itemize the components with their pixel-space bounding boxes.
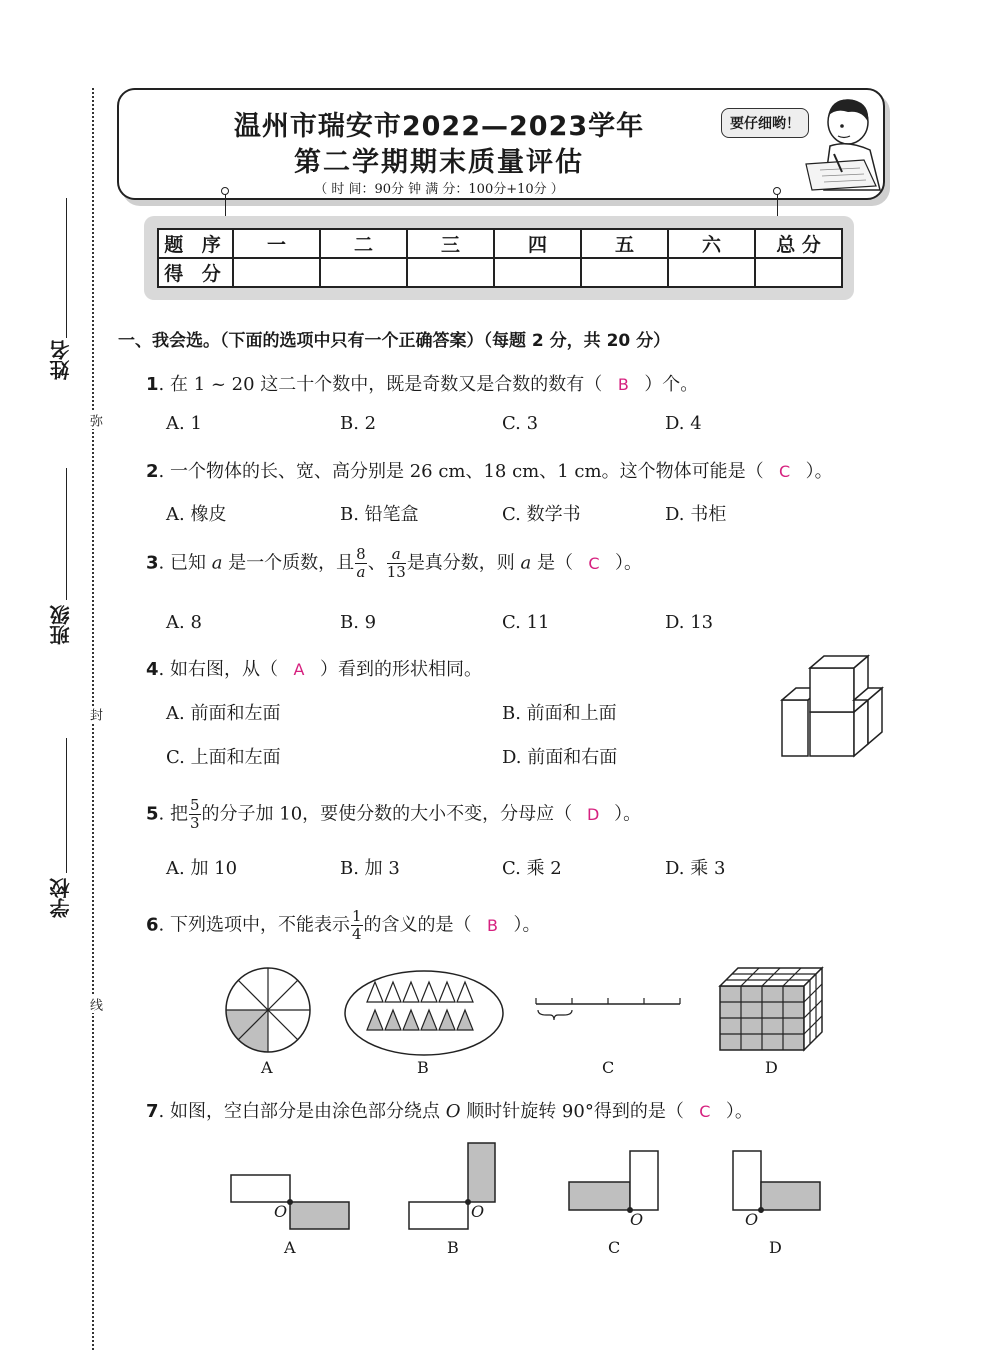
q1-option-c: C. 3 bbox=[502, 413, 539, 434]
q2-number: 2 bbox=[146, 461, 159, 482]
table-pin-right bbox=[773, 187, 781, 195]
q1-option-a: A. 1 bbox=[166, 413, 202, 434]
q6-fraction bbox=[351, 908, 363, 943]
score-table-header-row bbox=[158, 229, 842, 258]
q7-caption-d: D bbox=[769, 1238, 782, 1257]
q7-text-a: . 如图，空白部分是由涂色部分绕点 bbox=[158, 1101, 446, 1122]
q5-fraction bbox=[189, 797, 201, 832]
q5-text-a2: 的分子加 10，要使分数的大小不变，分母应（ bbox=[201, 803, 573, 825]
q6-caption-d: D bbox=[765, 1058, 778, 1077]
seal-char-feng: 封 bbox=[87, 708, 102, 721]
q1-answer: B bbox=[617, 375, 629, 394]
q3-frac1-num: 8 bbox=[356, 545, 366, 563]
question-5 bbox=[146, 797, 641, 832]
q3-text-a2: 是一个质数，且 bbox=[222, 552, 355, 574]
q6-text-b: ）。 bbox=[513, 914, 541, 936]
q7-caption-c: C bbox=[608, 1238, 621, 1257]
q6-frac-den: 4 bbox=[351, 925, 362, 943]
q2-option-c: C. 数学书 bbox=[502, 504, 581, 525]
q6-caption-a: A bbox=[261, 1058, 273, 1077]
q7-figure-a bbox=[228, 1172, 354, 1234]
q3-text-a4: 是（ bbox=[531, 552, 574, 574]
q5-option-b: B. 加 3 bbox=[340, 858, 400, 879]
q7-fig-a-point: O bbox=[274, 1202, 288, 1221]
q3-option-c: C. 11 bbox=[502, 612, 550, 633]
q3-var-a2: a bbox=[520, 552, 532, 574]
q6-number: 6 bbox=[146, 914, 159, 936]
q6-caption-c: C bbox=[602, 1058, 615, 1077]
q4-answer: A bbox=[293, 660, 305, 679]
question-4 bbox=[146, 655, 482, 681]
q6-figure-d-cube-grid bbox=[716, 962, 828, 1054]
score-table bbox=[157, 228, 843, 288]
score-cell-3: 三 bbox=[407, 229, 494, 258]
q3-fraction-2 bbox=[387, 546, 406, 581]
q5-text-a: . 把 bbox=[158, 803, 188, 825]
q4-option-d: D. 前面和右面 bbox=[502, 747, 618, 768]
q3-text-b: ）。 bbox=[615, 552, 643, 574]
section-1-heading: 一、我会选。（下面的选项中只有一个正确答案）（每题 2 分，共 20 分） bbox=[118, 331, 671, 351]
q2-text-b: ）。 bbox=[805, 461, 833, 482]
q2-answer: C bbox=[778, 462, 791, 481]
q2-text-a: . 一个物体的长、宽、高分别是 26 cm、18 cm、1 cm。这个物体可能是（ bbox=[158, 461, 764, 482]
q7-figure-b bbox=[406, 1140, 500, 1234]
score-blank-5[interactable] bbox=[581, 258, 668, 287]
q6-figure-c-line bbox=[532, 990, 684, 1030]
q3-frac1-den bbox=[355, 564, 367, 581]
q5-frac-num: 5 bbox=[189, 796, 200, 814]
q2-option-a: A. 橡皮 bbox=[166, 504, 227, 525]
score-cell-total: 总 分 bbox=[755, 229, 842, 258]
q5-option-c: C. 乘 2 bbox=[502, 858, 562, 879]
score-cell-1: 一 bbox=[233, 229, 320, 258]
score-blank-3[interactable] bbox=[407, 258, 494, 287]
exam-title-line1: 温州市瑞安市2022—2023学年 bbox=[233, 111, 645, 142]
q5-option-d: D. 乘 3 bbox=[665, 858, 726, 879]
score-row-label: 得 分 bbox=[158, 258, 233, 287]
q3-sep: 、 bbox=[367, 552, 386, 574]
score-blank-total[interactable] bbox=[755, 258, 842, 287]
score-table-score-row bbox=[158, 258, 842, 287]
q7-caption-a: A bbox=[284, 1238, 296, 1257]
class-label: 班级 bbox=[49, 605, 73, 645]
cube-stack-figure bbox=[778, 652, 888, 762]
q7-number: 7 bbox=[146, 1101, 159, 1122]
q1-option-b: B. 2 bbox=[340, 413, 377, 434]
q1-text-b: ）个。 bbox=[644, 374, 699, 395]
q1-option-d: D. 4 bbox=[665, 413, 702, 434]
q7-text-a2: 顺时针旋转 90°得到的是（ bbox=[460, 1101, 684, 1122]
seal-char-xian: 线 bbox=[87, 998, 102, 1011]
table-pin-left bbox=[221, 187, 229, 195]
q3-frac2-num bbox=[387, 546, 406, 564]
question-6 bbox=[146, 908, 541, 943]
q3-option-b: B. 9 bbox=[340, 612, 377, 633]
q3-text-a: . 已知 bbox=[158, 552, 212, 574]
q4-text-a: . 如右图，从（ bbox=[158, 659, 278, 680]
score-blank-1[interactable] bbox=[233, 258, 320, 287]
q6-answer: B bbox=[487, 915, 499, 935]
q7-fig-b-point: O bbox=[471, 1202, 485, 1221]
score-cell-6: 六 bbox=[668, 229, 755, 258]
q7-text-b: ）。 bbox=[725, 1101, 753, 1122]
score-cell-label: 题 序 bbox=[158, 229, 233, 258]
q6-frac-num: 1 bbox=[351, 907, 362, 925]
q3-option-a: A. 8 bbox=[166, 612, 202, 633]
score-blank-2[interactable] bbox=[320, 258, 407, 287]
q7-figure-c bbox=[566, 1148, 662, 1216]
q3-var-a: a bbox=[211, 552, 223, 574]
name-write-line bbox=[66, 198, 67, 338]
q3-frac1-den-var: a bbox=[356, 563, 366, 581]
q4-text-b: ）看到的形状相同。 bbox=[319, 659, 482, 680]
school-write-line bbox=[66, 738, 67, 873]
q7-figure-d bbox=[730, 1148, 824, 1216]
seal-char-mi: 弥 bbox=[87, 414, 102, 427]
score-blank-6[interactable] bbox=[668, 258, 755, 287]
q4-option-a: A. 前面和左面 bbox=[166, 703, 281, 724]
q6-text-a2: 的含义的是（ bbox=[363, 914, 472, 936]
q6-caption-b: B bbox=[417, 1058, 429, 1077]
q7-caption-b: B bbox=[447, 1238, 459, 1257]
exam-title-line2: 第二学期期末质量评估 bbox=[294, 147, 584, 178]
q7-answer: C bbox=[699, 1102, 711, 1121]
class-write-line bbox=[66, 468, 67, 600]
q1-text-a: . 在 1 ~ 20 这二十个数中，既是奇数又是合数的数有（ bbox=[158, 374, 603, 395]
q3-number: 3 bbox=[146, 552, 159, 574]
q5-number: 5 bbox=[146, 803, 159, 825]
student-writing-icon bbox=[804, 94, 882, 194]
question-2 bbox=[146, 457, 833, 483]
q7-fig-c-point: O bbox=[630, 1210, 644, 1229]
q4-option-c: C. 上面和左面 bbox=[166, 747, 281, 768]
school-label: 学校 bbox=[49, 878, 73, 918]
question-7 bbox=[146, 1097, 753, 1123]
question-3 bbox=[146, 546, 642, 581]
exam-header bbox=[117, 88, 885, 200]
q2-option-b: B. 铅笔盒 bbox=[340, 504, 419, 525]
q5-text-b: ）。 bbox=[614, 803, 642, 825]
question-1 bbox=[146, 370, 698, 396]
q3-text-a3: 是真分数，则 bbox=[406, 552, 521, 574]
q2-option-d: D. 书柜 bbox=[665, 504, 727, 525]
q3-frac2-num-var: a bbox=[391, 545, 401, 563]
name-label: 姓名 bbox=[49, 340, 73, 380]
score-table-panel bbox=[144, 216, 854, 300]
q3-answer: C bbox=[588, 553, 600, 573]
score-cell-2: 二 bbox=[320, 229, 407, 258]
q3-option-d: D. 13 bbox=[665, 612, 714, 633]
q4-number: 4 bbox=[146, 659, 159, 680]
speech-bubble: 要仔细哟！ bbox=[721, 108, 809, 138]
q7-var-o: O bbox=[445, 1101, 461, 1122]
q5-frac-den: 3 bbox=[189, 814, 200, 832]
score-cell-5: 五 bbox=[581, 229, 668, 258]
q6-figure-b-triangles bbox=[342, 968, 506, 1058]
q6-figure-a-pie bbox=[222, 964, 314, 1056]
exam-subtitle: （ 时 间：90分 钟 满 分：100分+10分 ） bbox=[314, 182, 564, 197]
score-blank-4[interactable] bbox=[494, 258, 581, 287]
q6-text-a: . 下列选项中，不能表示 bbox=[158, 914, 350, 936]
q7-fig-d-point: O bbox=[745, 1210, 759, 1229]
q3-fraction-1 bbox=[355, 546, 367, 581]
q5-answer: D bbox=[586, 804, 600, 824]
score-cell-4: 四 bbox=[494, 229, 581, 258]
q4-option-b: B. 前面和上面 bbox=[502, 703, 617, 724]
q3-frac2-den: 13 bbox=[386, 563, 406, 581]
q1-number: 1 bbox=[146, 374, 159, 395]
q5-option-a: A. 加 10 bbox=[166, 858, 238, 879]
